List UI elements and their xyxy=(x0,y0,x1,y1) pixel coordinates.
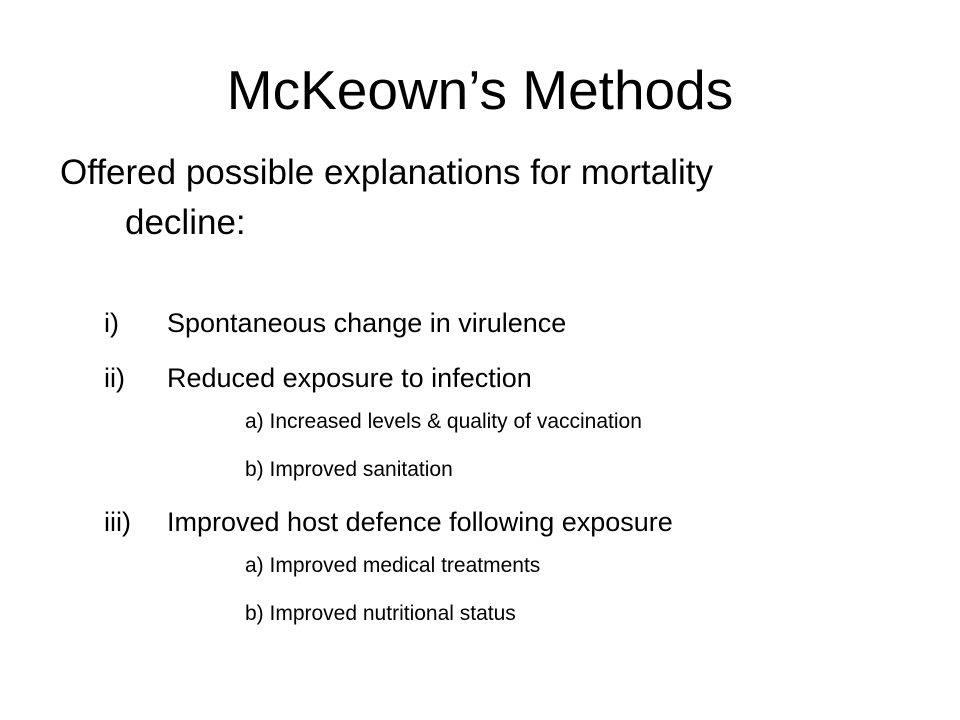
list-item-2-number: ii) xyxy=(104,363,125,393)
slide-title: McKeown’s Methods xyxy=(226,59,734,121)
list-item-1-text: Spontaneous change in virulence xyxy=(167,308,567,338)
list-item-2-sub-b: b) Improved sanitation xyxy=(245,458,453,481)
list-item-3-text: Improved host defence following exposure xyxy=(167,507,673,537)
intro-line-1: Offered possible explanations for mortality xyxy=(60,153,714,192)
list-item-3-number: iii) xyxy=(104,507,131,537)
list-item-1-number: i) xyxy=(104,308,119,338)
list-item-2-sub-a: a) Increased levels & quality of vaccination xyxy=(245,410,642,433)
list-item-3-sub-a: a) Improved medical treatments xyxy=(245,554,541,577)
intro-text xyxy=(60,148,880,248)
list-item-3-sub-b: b) Improved nutritional status xyxy=(245,602,516,625)
intro-line-2: decline: xyxy=(125,203,246,242)
list-item-2-text: Reduced exposure to infection xyxy=(167,363,532,393)
